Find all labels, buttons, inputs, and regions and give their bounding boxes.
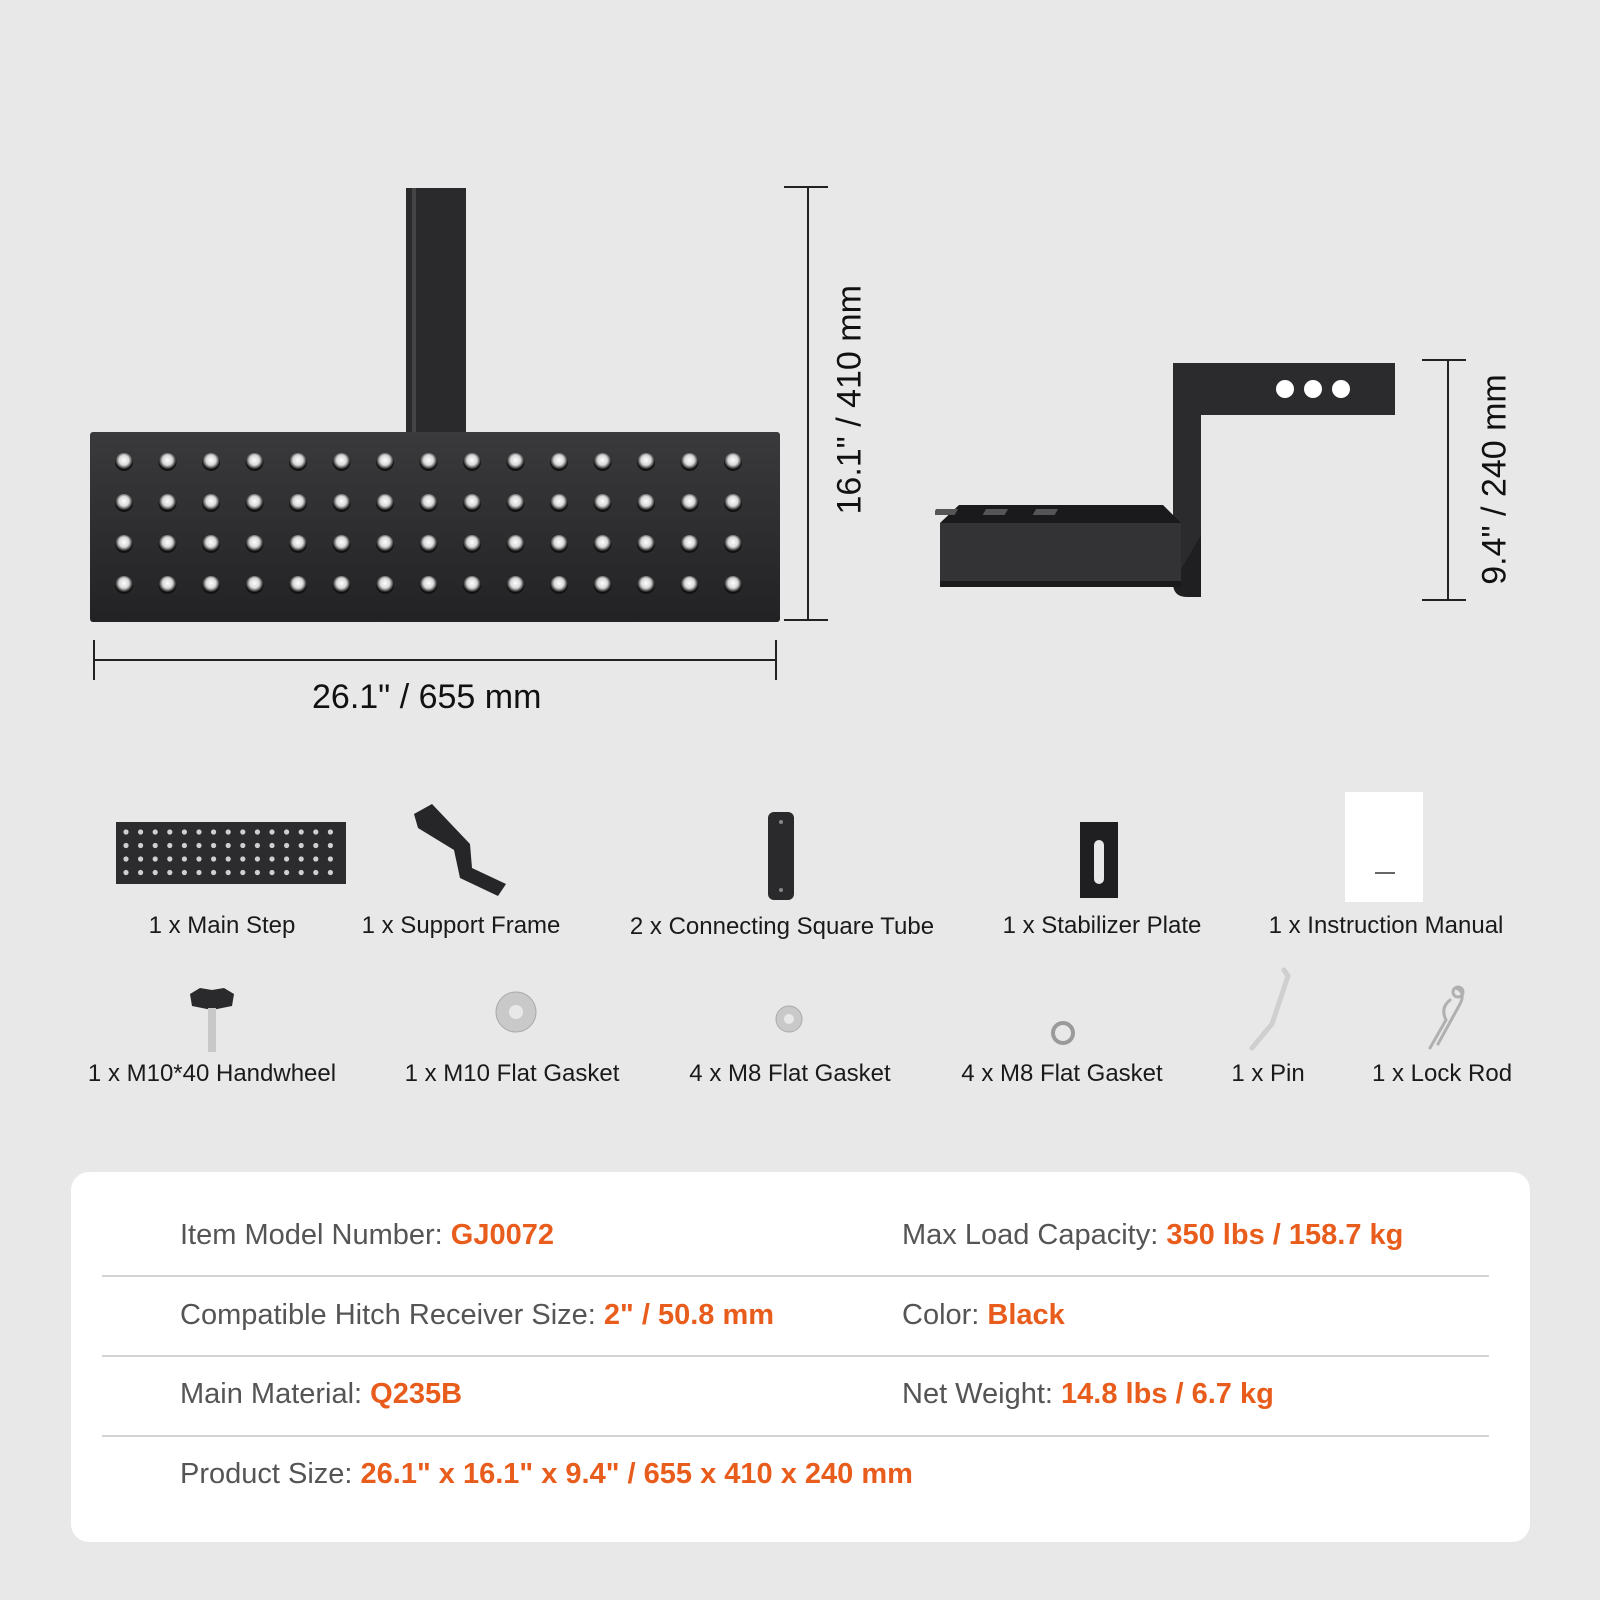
perforation-hole bbox=[299, 870, 304, 875]
perforation-hole bbox=[269, 856, 274, 861]
perforation-hole bbox=[153, 843, 158, 848]
perforation-hole bbox=[269, 870, 274, 875]
perforation-hole bbox=[681, 576, 699, 594]
perforation-hole bbox=[115, 494, 133, 512]
lock-rod-icon bbox=[1420, 984, 1470, 1054]
main-step-icon bbox=[114, 820, 348, 886]
perforation-hole bbox=[123, 856, 128, 861]
perforation-hole bbox=[376, 494, 394, 512]
perforation-hole bbox=[420, 576, 438, 594]
perforation-hole bbox=[196, 843, 201, 848]
perforation-hole bbox=[226, 856, 231, 861]
spec-model-value: GJ0072 bbox=[450, 1219, 554, 1251]
spec-receiver bbox=[180, 1299, 774, 1332]
perforation-hole bbox=[255, 870, 260, 875]
perforation-hole bbox=[202, 494, 220, 512]
perforation-hole bbox=[333, 453, 351, 471]
perforation-hole bbox=[550, 494, 568, 512]
support-frame-icon bbox=[410, 800, 510, 900]
perforation-hole bbox=[138, 856, 143, 861]
spec-load-value: 350 lbs / 158.7 kg bbox=[1166, 1219, 1404, 1251]
perforation-hole bbox=[211, 870, 216, 875]
perforation-hole bbox=[167, 870, 172, 875]
perforation-hole bbox=[153, 856, 158, 861]
perforation-hole bbox=[463, 535, 481, 553]
perforation-hole bbox=[299, 856, 304, 861]
perforation-hole bbox=[246, 535, 264, 553]
perforation-hole bbox=[463, 453, 481, 471]
perforation-hole bbox=[246, 494, 264, 512]
spec-color-value: Black bbox=[987, 1299, 1065, 1331]
perforation-hole bbox=[550, 576, 568, 594]
perforation-hole bbox=[507, 535, 525, 553]
perforation-hole bbox=[196, 829, 201, 834]
spec-material-value: Q235B bbox=[370, 1378, 463, 1410]
part-label-support-frame: 1 x Support Frame bbox=[361, 912, 561, 939]
perforation-hole bbox=[226, 829, 231, 834]
spec-divider bbox=[102, 1435, 1489, 1437]
square-tube-icon bbox=[766, 810, 796, 902]
perforation-hole bbox=[202, 576, 220, 594]
spec-divider bbox=[102, 1355, 1489, 1357]
part-label-lock-rod: 1 x Lock Rod bbox=[1371, 1060, 1513, 1087]
perforation-hole bbox=[284, 829, 289, 834]
perforation-hole bbox=[115, 576, 133, 594]
perforation-hole bbox=[159, 535, 177, 553]
perforation-hole bbox=[594, 576, 612, 594]
perforation-hole bbox=[138, 870, 143, 875]
perforation-hole bbox=[284, 870, 289, 875]
part-label-manual: 1 x Instruction Manual bbox=[1268, 912, 1504, 939]
part-label-pin: 1 x Pin bbox=[1231, 1060, 1305, 1087]
perforation-hole bbox=[299, 829, 304, 834]
perforation-hole bbox=[115, 453, 133, 471]
perforation-hole bbox=[328, 870, 333, 875]
spec-size-label: Product Size: bbox=[180, 1458, 361, 1490]
perforation-hole bbox=[376, 535, 394, 553]
perforation-hole bbox=[328, 856, 333, 861]
perforation-hole bbox=[637, 576, 655, 594]
perforation-hole bbox=[328, 829, 333, 834]
perforation-hole bbox=[289, 494, 307, 512]
perforation-hole bbox=[167, 843, 172, 848]
perforation-hole bbox=[420, 494, 438, 512]
perforation-hole bbox=[182, 843, 187, 848]
perforation-hole bbox=[240, 856, 245, 861]
perforation-hole bbox=[594, 535, 612, 553]
spec-receiver-label: Compatible Hitch Receiver Size: bbox=[180, 1299, 604, 1331]
width-dimension-line bbox=[90, 630, 780, 680]
perforation-hole bbox=[240, 843, 245, 848]
perforation-hole bbox=[196, 870, 201, 875]
spec-weight bbox=[902, 1378, 1274, 1411]
perforation-hole bbox=[333, 494, 351, 512]
perforation-hole bbox=[255, 829, 260, 834]
perforation-hole bbox=[202, 535, 220, 553]
perforation-hole bbox=[313, 870, 318, 875]
part-label-stabilizer-plate: 1 x Stabilizer Plate bbox=[1002, 912, 1202, 939]
side-height-dimension-label: 9.4" / 240 mm bbox=[1475, 374, 1514, 585]
spec-load-label: Max Load Capacity: bbox=[902, 1219, 1167, 1251]
perforation-hole bbox=[159, 576, 177, 594]
manual-icon bbox=[1345, 792, 1423, 902]
spec-divider bbox=[102, 1275, 1489, 1277]
perforation-hole bbox=[138, 829, 143, 834]
perforation-hole bbox=[182, 856, 187, 861]
perforation-hole bbox=[333, 535, 351, 553]
perforation-hole bbox=[255, 843, 260, 848]
perforation-hole bbox=[269, 829, 274, 834]
perforation-hole bbox=[681, 453, 699, 471]
perforation-hole bbox=[226, 870, 231, 875]
perforation-hole bbox=[202, 453, 220, 471]
spec-weight-value: 14.8 lbs / 6.7 kg bbox=[1061, 1378, 1274, 1410]
perforation-hole bbox=[420, 535, 438, 553]
perforation-hole bbox=[333, 576, 351, 594]
m8-gasket-icon bbox=[774, 1004, 804, 1034]
perforation-hole bbox=[420, 453, 438, 471]
part-label-m8-gasket: 4 x M8 Flat Gasket bbox=[689, 1060, 891, 1087]
perforation-hole bbox=[153, 870, 158, 875]
part-label-handwheel: 1 x M10*40 Handwheel bbox=[87, 1060, 337, 1087]
perforation-hole bbox=[724, 453, 742, 471]
part-label-main-step: 1 x Main Step bbox=[148, 912, 296, 939]
perforation-hole bbox=[269, 843, 274, 848]
part-label-square-tube: 2 x Connecting Square Tube bbox=[629, 913, 935, 940]
perforation-hole bbox=[196, 856, 201, 861]
perforation-hole bbox=[240, 829, 245, 834]
perforation-hole bbox=[167, 829, 172, 834]
perforation-hole bbox=[724, 494, 742, 512]
spec-load bbox=[902, 1219, 1403, 1252]
spec-size-value: 26.1" x 16.1" x 9.4" / 655 x 410 x 240 mm bbox=[360, 1458, 913, 1490]
spec-weight-label: Net Weight: bbox=[902, 1378, 1062, 1410]
perforation-hole bbox=[153, 829, 158, 834]
perforation-hole bbox=[594, 494, 612, 512]
spec-model-label: Item Model Number: bbox=[180, 1219, 451, 1251]
perforation-hole bbox=[594, 453, 612, 471]
perforation-hole bbox=[313, 829, 318, 834]
stabilizer-plate-icon bbox=[1078, 820, 1120, 900]
perforation-hole bbox=[284, 843, 289, 848]
perforation-hole bbox=[115, 535, 133, 553]
perforation-hole bbox=[123, 829, 128, 834]
spec-material bbox=[180, 1378, 462, 1411]
perforation-hole bbox=[637, 494, 655, 512]
height-dimension-line bbox=[780, 185, 830, 625]
part-label-spring-washer: 4 x M8 Flat Gasket bbox=[961, 1060, 1163, 1087]
perforation-hole bbox=[463, 576, 481, 594]
perforation-hole bbox=[211, 856, 216, 861]
perforation-hole bbox=[637, 453, 655, 471]
perforation-hole bbox=[550, 453, 568, 471]
perforation-hole bbox=[246, 576, 264, 594]
perforation-hole bbox=[299, 843, 304, 848]
perforation-hole bbox=[376, 576, 394, 594]
perforation-hole bbox=[123, 870, 128, 875]
perforation-hole bbox=[246, 453, 264, 471]
perforation-hole bbox=[138, 843, 143, 848]
hitch-step-top-view bbox=[80, 180, 800, 630]
perforation-hole bbox=[211, 843, 216, 848]
height-dimension-label: 16.1" / 410 mm bbox=[830, 285, 869, 515]
part-label-m10-gasket: 1 x M10 Flat Gasket bbox=[404, 1060, 620, 1087]
perforation-hole bbox=[724, 535, 742, 553]
perforation-hole bbox=[167, 856, 172, 861]
perforation-hole bbox=[159, 453, 177, 471]
perforation-hole bbox=[313, 856, 318, 861]
perforation-hole bbox=[289, 576, 307, 594]
perforation-hole bbox=[182, 829, 187, 834]
perforation-hole bbox=[226, 843, 231, 848]
perforation-hole bbox=[240, 870, 245, 875]
perforation-hole bbox=[123, 843, 128, 848]
perforation-hole bbox=[463, 494, 481, 512]
perforation-hole bbox=[507, 576, 525, 594]
hitch-step-side-view bbox=[935, 355, 1405, 605]
perforation-hole bbox=[681, 494, 699, 512]
perforation-hole bbox=[507, 494, 525, 512]
perforation-hole bbox=[313, 843, 318, 848]
spec-color bbox=[902, 1299, 1065, 1332]
spec-receiver-value: 2" / 50.8 mm bbox=[603, 1299, 775, 1331]
perforation-hole bbox=[328, 843, 333, 848]
width-dimension-label: 26.1" / 655 mm bbox=[312, 678, 542, 716]
spec-model bbox=[180, 1219, 554, 1252]
spec-material-label: Main Material: bbox=[180, 1378, 371, 1410]
pin-icon bbox=[1244, 966, 1294, 1056]
perforation-hole bbox=[550, 535, 568, 553]
handwheel-icon bbox=[186, 986, 238, 1054]
side-height-dimension-line bbox=[1418, 358, 1468, 603]
perforation-hole bbox=[211, 829, 216, 834]
perforation-hole bbox=[284, 856, 289, 861]
perforation-hole bbox=[724, 576, 742, 594]
spec-color-label: Color: bbox=[902, 1299, 988, 1331]
spec-size bbox=[180, 1458, 913, 1491]
perforation-hole bbox=[637, 535, 655, 553]
perforation-hole bbox=[376, 453, 394, 471]
spring-washer-icon bbox=[1050, 1020, 1076, 1046]
perforation-hole bbox=[507, 453, 525, 471]
perforation-hole bbox=[255, 856, 260, 861]
perforation-hole bbox=[289, 453, 307, 471]
perforation-hole bbox=[681, 535, 699, 553]
perforation-hole bbox=[289, 535, 307, 553]
perforation-hole bbox=[159, 494, 177, 512]
m10-gasket-icon bbox=[494, 990, 538, 1034]
perforation-hole bbox=[182, 870, 187, 875]
